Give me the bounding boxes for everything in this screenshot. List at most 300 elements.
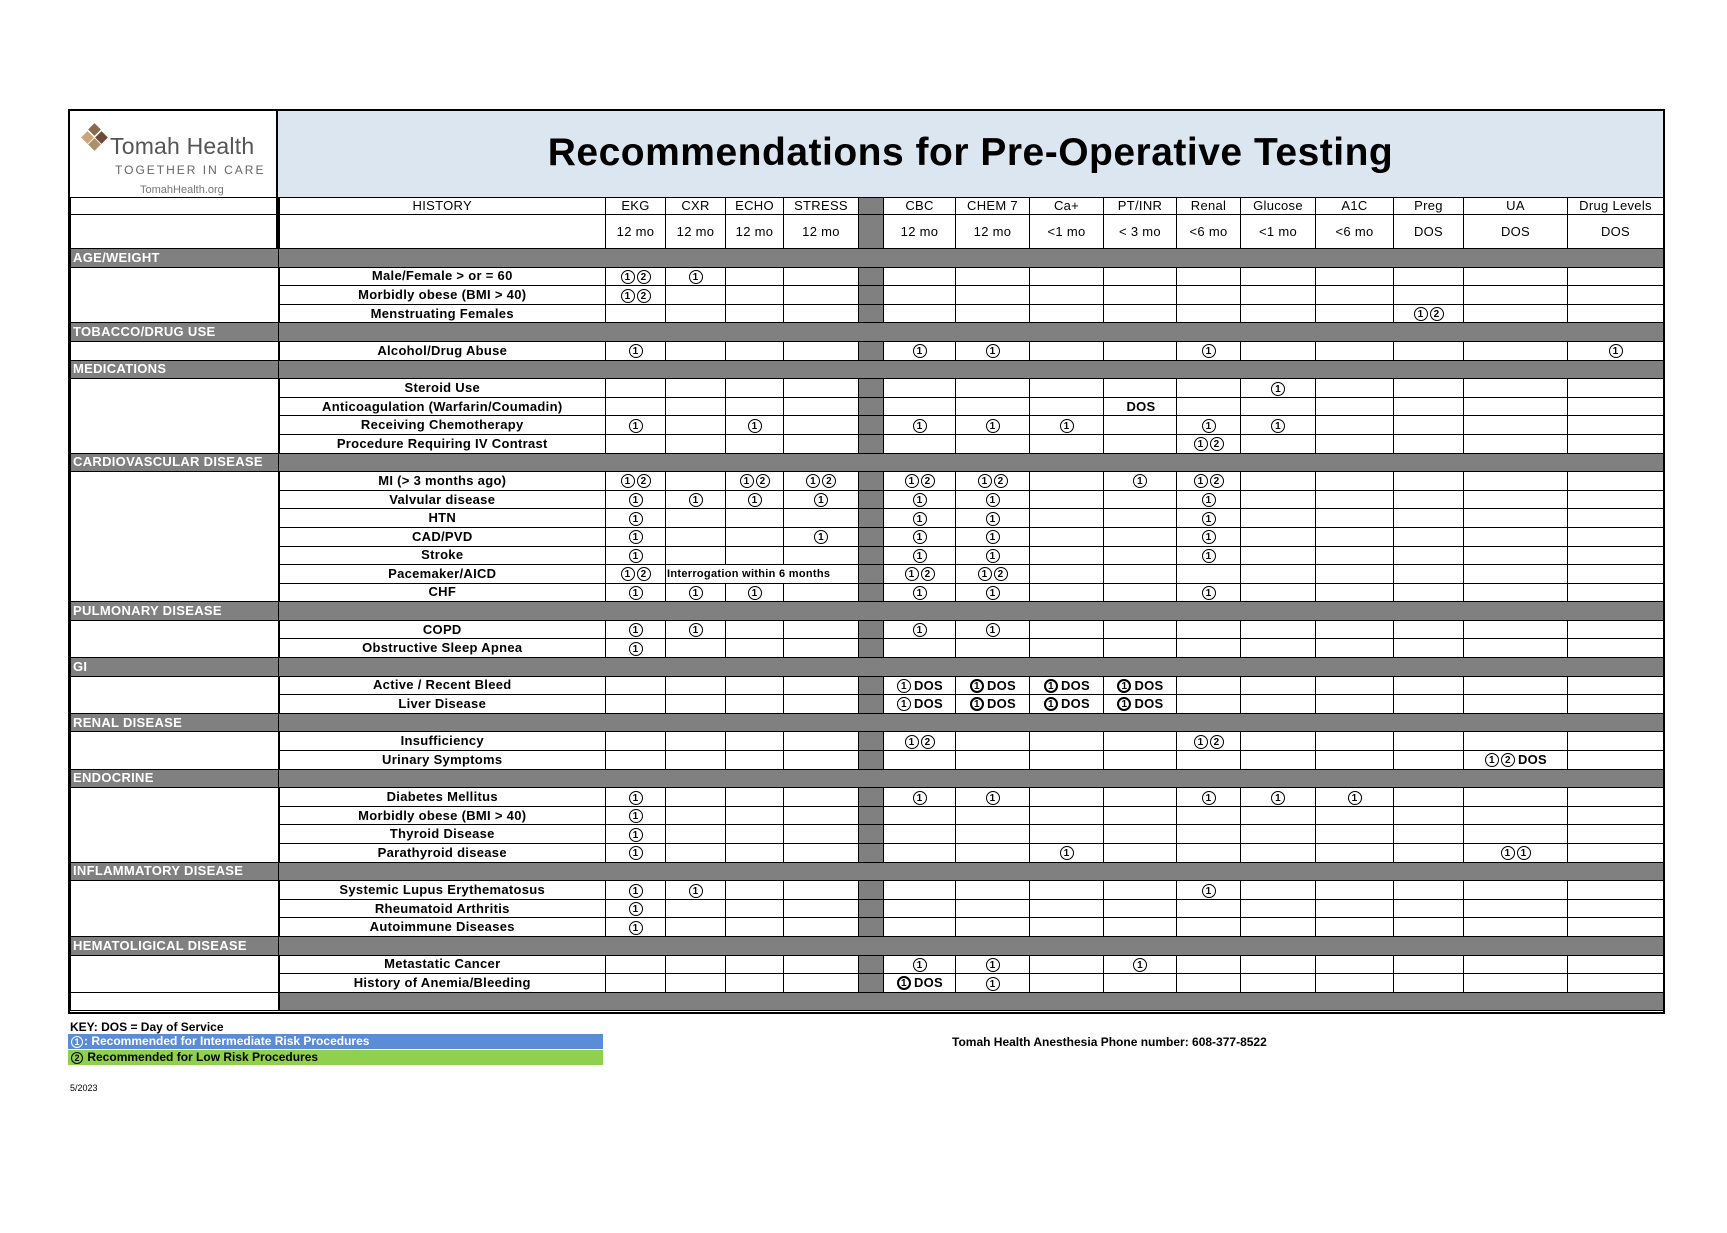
test-interval: 12 mo <box>726 215 784 249</box>
row-group-blank <box>71 472 279 602</box>
test-cell <box>1241 416 1316 435</box>
test-cell <box>1568 899 1664 918</box>
column-separator <box>859 527 884 546</box>
dos-label: DOS <box>913 696 944 712</box>
revision-date: 5/2023 <box>70 1083 98 1093</box>
test-cell <box>1464 565 1568 584</box>
test-cell <box>1104 639 1177 658</box>
column-separator <box>859 397 884 416</box>
circled-number-icon: 1 <box>629 791 643 805</box>
test-column-header: A1C <box>1316 198 1394 215</box>
test-cell <box>1464 806 1568 825</box>
history-item: Stroke <box>279 546 606 565</box>
test-cell <box>666 695 726 714</box>
test-cell <box>1394 788 1464 807</box>
test-column-header: Renal <box>1177 198 1241 215</box>
circled-number-icon: 2 <box>921 735 935 749</box>
test-cell <box>1316 583 1394 602</box>
test-cell <box>1177 955 1241 974</box>
header-row-intervals <box>71 215 1664 249</box>
circled-number-icon: 1 <box>1044 697 1058 711</box>
circled-number-icon: 2 <box>1430 307 1444 321</box>
test-cell <box>1104 509 1177 528</box>
test-cell <box>784 583 859 602</box>
test-cell <box>606 695 666 714</box>
test-cell <box>1030 788 1104 807</box>
test-cell <box>884 676 956 695</box>
test-cell <box>1241 341 1316 360</box>
test-cell <box>884 546 956 565</box>
test-cell <box>1104 546 1177 565</box>
circled-number-icon: 1 <box>986 530 1000 544</box>
test-cell <box>666 267 726 286</box>
test-cell <box>1030 304 1104 323</box>
test-cell <box>784 286 859 305</box>
test-cell <box>1241 881 1316 900</box>
history-item: Autoimmune Diseases <box>279 918 606 937</box>
test-cell <box>1464 955 1568 974</box>
test-cell <box>1177 472 1241 491</box>
table-row <box>71 379 1664 398</box>
table-row <box>71 416 1664 435</box>
column-separator <box>859 509 884 528</box>
section-row <box>71 713 1664 732</box>
test-cell <box>784 379 859 398</box>
test-cell <box>726 639 784 658</box>
test-cell <box>1104 620 1177 639</box>
table-row <box>71 695 1664 714</box>
test-cell <box>1030 379 1104 398</box>
test-cell <box>784 509 859 528</box>
test-cell <box>1177 639 1241 658</box>
test-cell <box>1177 620 1241 639</box>
anesthesia-phone: Tomah Health Anesthesia Phone number: 608-377-8522 <box>952 1035 1267 1049</box>
test-cell <box>1030 434 1104 453</box>
test-cell <box>1316 341 1394 360</box>
test-cell <box>884 881 956 900</box>
test-cell <box>1394 583 1464 602</box>
history-item: Pacemaker/AICD <box>279 565 606 584</box>
test-cell <box>606 509 666 528</box>
test-cell <box>666 751 726 770</box>
test-cell <box>1568 546 1664 565</box>
test-cell <box>1030 639 1104 658</box>
test-cell <box>956 974 1030 993</box>
circled-number-icon: 1 <box>913 344 927 358</box>
test-cell <box>784 546 859 565</box>
test-cell <box>1177 565 1241 584</box>
test-cell <box>884 565 956 584</box>
test-cell <box>1316 490 1394 509</box>
history-item: Liver Disease <box>279 695 606 714</box>
circled-number-icon: 2 <box>637 567 651 581</box>
test-interval: < 3 mo <box>1104 215 1177 249</box>
column-separator <box>859 695 884 714</box>
test-cell <box>606 899 666 918</box>
test-cell <box>1104 806 1177 825</box>
test-interval: 12 mo <box>666 215 726 249</box>
circled-number-icon: 1 <box>629 419 643 433</box>
test-cell <box>956 844 1030 863</box>
test-cell <box>1394 844 1464 863</box>
test-cell <box>1241 379 1316 398</box>
column-separator <box>859 881 884 900</box>
footer-fill <box>279 992 1664 1010</box>
circled-number-icon: 1 <box>913 512 927 526</box>
test-cell <box>666 881 726 900</box>
test-cell <box>784 639 859 658</box>
test-cell <box>1030 695 1104 714</box>
table-row <box>71 304 1664 323</box>
test-cell <box>726 974 784 993</box>
test-cell <box>1104 267 1177 286</box>
circled-number-icon: 1 <box>970 697 984 711</box>
column-separator <box>859 490 884 509</box>
test-cell <box>726 379 784 398</box>
tomah-health-logo-icon <box>80 123 110 153</box>
circled-number-icon: 1 <box>621 270 635 284</box>
test-cell <box>1394 806 1464 825</box>
circled-number-icon: 1 <box>1202 512 1216 526</box>
table-row <box>71 844 1664 863</box>
test-cell <box>1568 434 1664 453</box>
table-row <box>71 899 1664 918</box>
test-cell <box>956 379 1030 398</box>
test-cell <box>1030 732 1104 751</box>
test-cell <box>1104 676 1177 695</box>
test-cell <box>784 527 859 546</box>
test-cell <box>1568 620 1664 639</box>
test-cell <box>1030 806 1104 825</box>
circled-number-icon: 2 <box>921 567 935 581</box>
section-row <box>71 453 1664 472</box>
test-cell <box>884 806 956 825</box>
test-cell <box>884 732 956 751</box>
test-cell <box>1177 881 1241 900</box>
test-cell <box>1104 490 1177 509</box>
test-cell <box>1568 379 1664 398</box>
row-group-blank <box>71 676 279 713</box>
row-group-blank <box>71 379 279 453</box>
column-separator <box>859 918 884 937</box>
test-cell <box>726 899 784 918</box>
test-cell <box>1316 379 1394 398</box>
test-cell <box>884 397 956 416</box>
test-cell <box>1177 416 1241 435</box>
column-separator <box>859 267 884 286</box>
test-cell <box>1177 490 1241 509</box>
row-group-blank <box>71 732 279 769</box>
test-cell <box>726 806 784 825</box>
test-cell <box>726 341 784 360</box>
circled-number-icon: 1 <box>986 549 1000 563</box>
test-cell <box>1394 620 1464 639</box>
test-cell <box>884 788 956 807</box>
test-cell <box>1568 490 1664 509</box>
circled-number-icon: 1 <box>1194 437 1208 451</box>
test-cell <box>1030 881 1104 900</box>
test-cell <box>1104 881 1177 900</box>
circled-number-icon: 1 <box>629 549 643 563</box>
test-cell <box>784 267 859 286</box>
circled-number-icon: 1 <box>689 493 703 507</box>
test-cell <box>1177 825 1241 844</box>
test-cell <box>1241 974 1316 993</box>
circled-number-icon: 1 <box>986 623 1000 637</box>
test-cell <box>666 899 726 918</box>
test-cell <box>1316 639 1394 658</box>
header-row-tests <box>71 198 1664 215</box>
section-title: ENDOCRINE <box>71 769 279 788</box>
test-cell <box>1568 472 1664 491</box>
test-cell <box>1568 341 1664 360</box>
history-item: Diabetes Mellitus <box>279 788 606 807</box>
test-cell <box>956 695 1030 714</box>
test-cell <box>606 416 666 435</box>
test-cell <box>1241 490 1316 509</box>
column-separator <box>859 286 884 305</box>
test-cell <box>1030 546 1104 565</box>
table-row <box>71 788 1664 807</box>
test-cell <box>1177 434 1241 453</box>
column-separator <box>859 546 884 565</box>
test-column-header: Drug Levels <box>1568 198 1664 215</box>
test-cell <box>956 732 1030 751</box>
column-separator <box>859 825 884 844</box>
history-item: Urinary Symptoms <box>279 751 606 770</box>
test-cell <box>1104 341 1177 360</box>
test-cell <box>1568 881 1664 900</box>
circled-number-icon: 1 <box>629 530 643 544</box>
circled-number-icon: 1 <box>986 958 1000 972</box>
test-cell <box>956 472 1030 491</box>
test-cell <box>956 267 1030 286</box>
test-cell <box>606 806 666 825</box>
test-cell <box>1241 844 1316 863</box>
history-item: Insufficiency <box>279 732 606 751</box>
test-cell <box>1394 751 1464 770</box>
circled-number-icon: 1 <box>905 567 919 581</box>
history-item: Obstructive Sleep Apnea <box>279 639 606 658</box>
circled-number-icon: 1 <box>913 586 927 600</box>
test-cell <box>1241 304 1316 323</box>
test-cell <box>1568 918 1664 937</box>
test-cell <box>956 806 1030 825</box>
test-cell <box>884 899 956 918</box>
test-cell <box>1241 583 1316 602</box>
test-cell <box>1316 844 1394 863</box>
test-cell <box>956 397 1030 416</box>
test-cell <box>784 974 859 993</box>
test-cell <box>956 434 1030 453</box>
test-cell <box>784 676 859 695</box>
test-cell <box>726 844 784 863</box>
test-cell <box>726 304 784 323</box>
test-cell <box>884 267 956 286</box>
test-cell <box>1394 695 1464 714</box>
test-cell <box>1241 509 1316 528</box>
history-item: Menstruating Females <box>279 304 606 323</box>
section-title: TOBACCO/DRUG USE <box>71 323 279 342</box>
test-cell <box>956 565 1030 584</box>
history-item: Valvular disease <box>279 490 606 509</box>
test-cell <box>1568 509 1664 528</box>
table-row <box>71 527 1664 546</box>
test-cell <box>1030 751 1104 770</box>
test-cell <box>1464 286 1568 305</box>
test-cell <box>1104 286 1177 305</box>
test-cell <box>1241 751 1316 770</box>
circled-number-icon: 1 <box>629 512 643 526</box>
test-cell <box>1568 695 1664 714</box>
column-separator <box>859 472 884 491</box>
test-cell <box>1177 695 1241 714</box>
dos-label: DOS <box>913 975 944 991</box>
circled-number-icon: 2 <box>994 474 1008 488</box>
test-cell <box>1568 416 1664 435</box>
test-cell <box>1464 304 1568 323</box>
table-row <box>71 286 1664 305</box>
test-cell <box>1177 267 1241 286</box>
test-cell <box>1316 751 1394 770</box>
test-cell <box>1568 267 1664 286</box>
test-cell <box>666 379 726 398</box>
column-separator <box>859 732 884 751</box>
test-cell <box>784 825 859 844</box>
circled-number-icon: 1 <box>978 567 992 581</box>
test-cell <box>784 472 859 491</box>
test-cell <box>1568 286 1664 305</box>
test-cell <box>726 695 784 714</box>
table-row <box>71 825 1664 844</box>
section-fill <box>279 862 1664 881</box>
test-cell <box>1464 639 1568 658</box>
circled-number-icon: 1 <box>913 623 927 637</box>
test-interval: 12 mo <box>606 215 666 249</box>
circled-number-icon: 1 <box>1117 679 1131 693</box>
test-cell <box>884 379 956 398</box>
circled-number-icon: 1 <box>806 474 820 488</box>
circled-number-icon: 1 <box>1202 493 1216 507</box>
test-cell <box>1030 825 1104 844</box>
test-cell <box>1568 751 1664 770</box>
test-cell <box>1104 825 1177 844</box>
test-cell <box>1030 472 1104 491</box>
column-separator <box>859 639 884 658</box>
circled-number-icon: 1 <box>1202 586 1216 600</box>
test-cell <box>1568 844 1664 863</box>
test-cell <box>784 341 859 360</box>
test-cell <box>726 546 784 565</box>
test-cell <box>1030 583 1104 602</box>
test-cell <box>1104 565 1177 584</box>
test-cell <box>784 695 859 714</box>
test-cell <box>1464 490 1568 509</box>
test-column-header: CHEM 7 <box>956 198 1030 215</box>
test-cell <box>1464 527 1568 546</box>
test-cell <box>1030 397 1104 416</box>
circled-number-icon: 1 <box>905 474 919 488</box>
table-row <box>71 620 1664 639</box>
test-interval: DOS <box>1568 215 1664 249</box>
test-cell <box>1464 434 1568 453</box>
table-row <box>71 397 1664 416</box>
test-cell <box>606 918 666 937</box>
test-cell <box>606 472 666 491</box>
test-cell <box>1464 732 1568 751</box>
test-cell <box>1104 955 1177 974</box>
test-cell <box>884 695 956 714</box>
history-item: HTN <box>279 509 606 528</box>
test-cell <box>956 788 1030 807</box>
test-cell <box>1464 695 1568 714</box>
test-cell <box>1104 695 1177 714</box>
test-cell <box>784 397 859 416</box>
section-fill <box>279 658 1664 677</box>
test-cell <box>1030 527 1104 546</box>
test-cell <box>956 918 1030 937</box>
test-cell <box>606 304 666 323</box>
test-cell <box>1241 472 1316 491</box>
circled-number-icon: 1 <box>748 493 762 507</box>
column-separator <box>859 416 884 435</box>
column-separator <box>859 198 884 215</box>
test-cell <box>1316 472 1394 491</box>
test-cell <box>956 955 1030 974</box>
test-cell <box>726 286 784 305</box>
test-cell <box>1104 899 1177 918</box>
test-cell <box>606 397 666 416</box>
circled-number-icon: 1 <box>913 419 927 433</box>
dos-label: DOS <box>1134 696 1164 712</box>
test-cell <box>1030 341 1104 360</box>
test-cell <box>1568 397 1664 416</box>
test-cell <box>784 751 859 770</box>
test-column-header: UA <box>1464 198 1568 215</box>
circled-number-icon: 1 <box>1044 679 1058 693</box>
table-row <box>71 267 1664 286</box>
circled-number-icon: 1 <box>1348 791 1362 805</box>
test-cell <box>956 546 1030 565</box>
circled-number-icon: 1 <box>986 791 1000 805</box>
table-row <box>71 918 1664 937</box>
circled-number-icon: 2 <box>1210 735 1224 749</box>
table-row <box>71 434 1664 453</box>
circled-number-icon: 1 <box>621 474 635 488</box>
section-row <box>71 249 1664 268</box>
test-cell <box>1464 918 1568 937</box>
test-cell <box>606 341 666 360</box>
circled-number-icon: 1 <box>986 344 1000 358</box>
test-cell <box>1394 974 1464 993</box>
section-fill <box>279 769 1664 788</box>
row-group-blank <box>71 881 279 937</box>
test-cell <box>1316 509 1394 528</box>
circled-number-icon: 1 <box>913 530 927 544</box>
test-cell <box>1104 472 1177 491</box>
test-cell <box>726 583 784 602</box>
test-cell <box>1464 583 1568 602</box>
test-cell <box>666 620 726 639</box>
test-cell <box>1464 472 1568 491</box>
table-row <box>71 472 1664 491</box>
column-separator <box>859 751 884 770</box>
test-cell <box>1177 397 1241 416</box>
column-separator <box>859 806 884 825</box>
section-row <box>71 769 1664 788</box>
test-cell <box>666 583 726 602</box>
test-cell <box>1568 806 1664 825</box>
